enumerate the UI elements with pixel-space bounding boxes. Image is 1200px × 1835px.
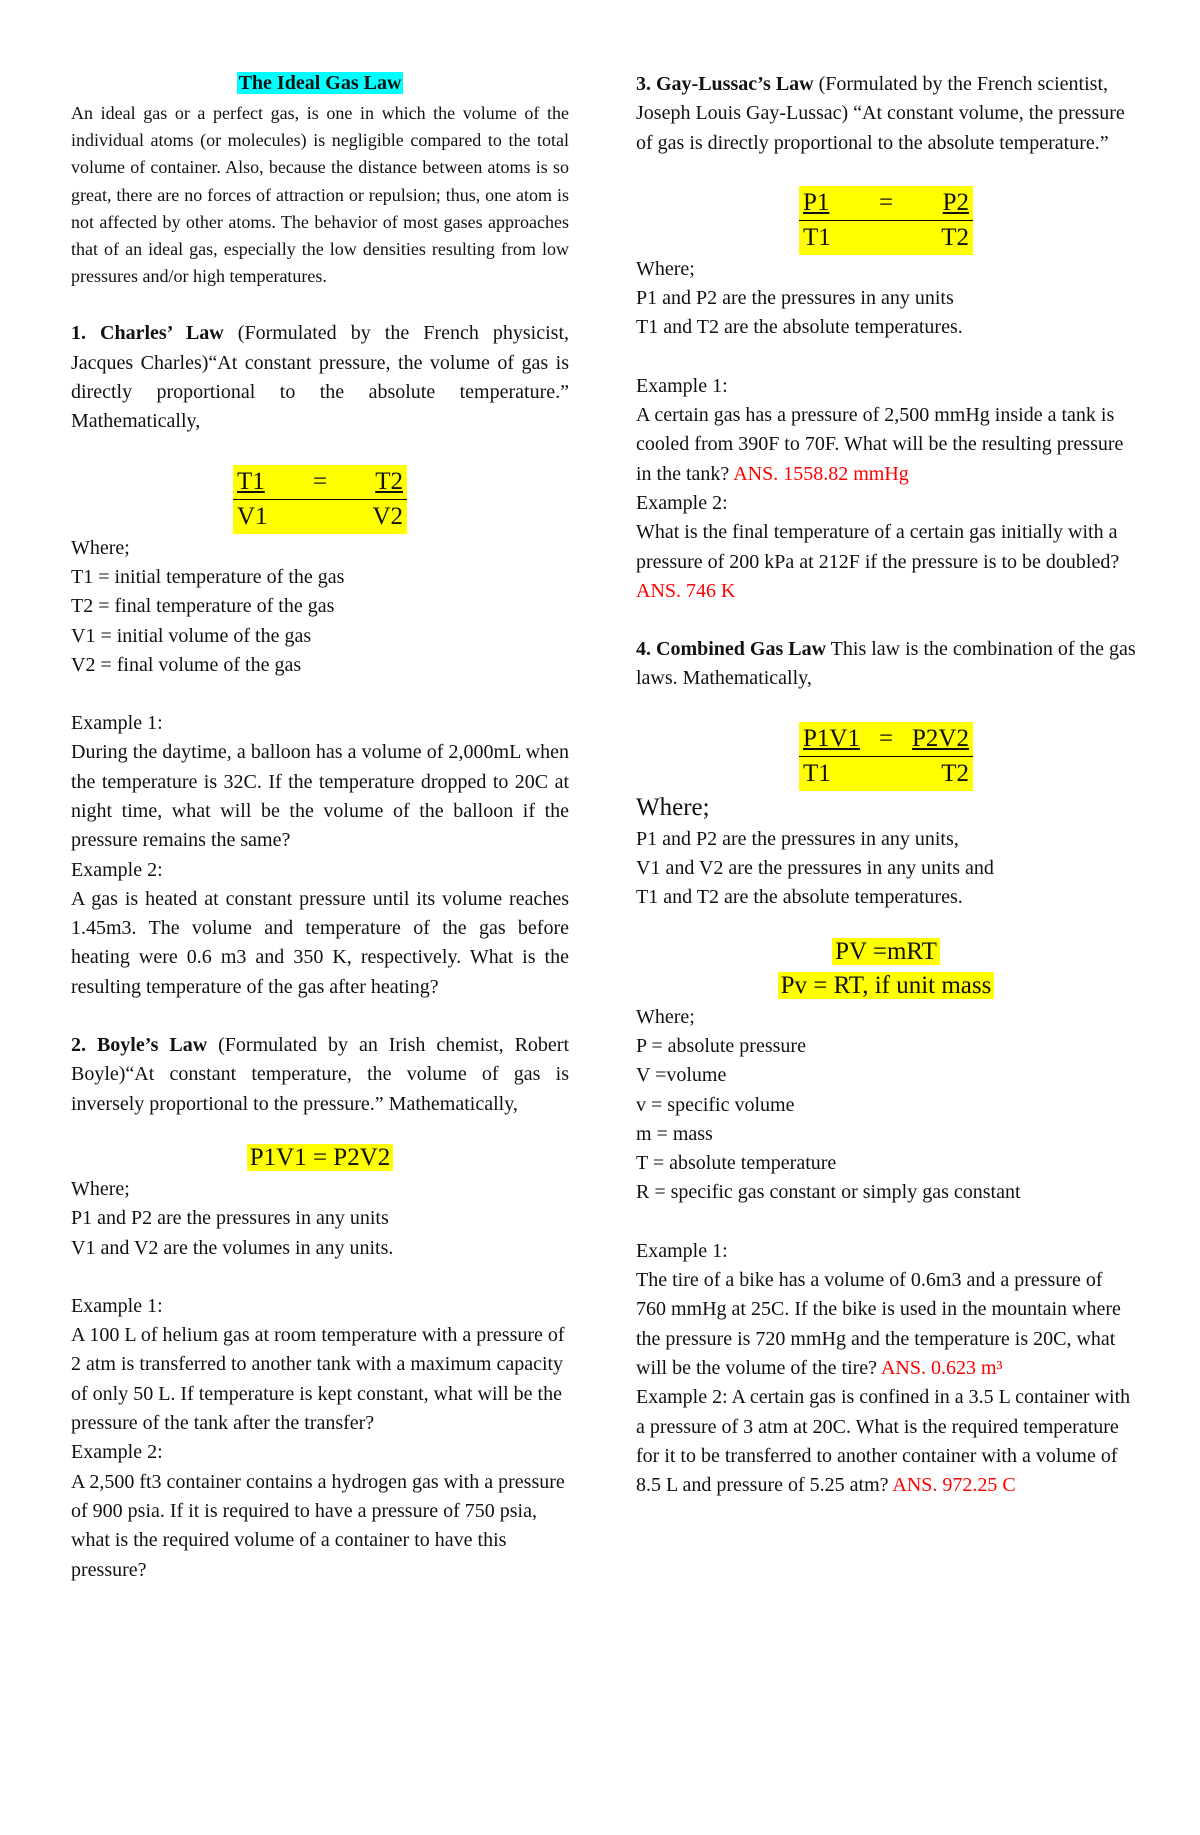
- boyle-def-volumes: V1 and V2 are the volumes in any units.: [71, 1236, 394, 1259]
- combined-formula: [799, 722, 973, 791]
- ideal-gas-where: Where;: [636, 1005, 695, 1028]
- gaylussac-example1-paragraph: [636, 401, 1136, 489]
- gaylussac-formula-t2: T2: [941, 223, 969, 251]
- combined-formula-p1v1: P1V1: [803, 724, 860, 752]
- charles-def-v1: V1 = initial volume of the gas: [71, 624, 312, 647]
- charles-formula-equals: =: [312, 467, 328, 495]
- boyle-formula: [71, 1141, 569, 1175]
- gaylussac-where: Where;: [636, 257, 695, 280]
- boyle-example1-text: A 100 L of helium gas at room temperature with a pressure of 2 atm is transferred to another tank with a maximum capacity of only 50 L. If temperature is kept constant, what will be the pressure of the tank after the transfer?: [71, 1324, 565, 1435]
- boyle-example2-label: Example 2:: [71, 1441, 163, 1464]
- gaylussac-example2-answer: ANS. 746 K: [636, 579, 736, 602]
- charles-law-description: (Formulated by the French physicist, Jacques Charles)“At constant pressure, the volume of gas is directly proportional to the absolute temperature.” Mathematically,: [71, 322, 570, 433]
- gaylussac-formula: [799, 186, 973, 255]
- ideal-gas-formula-text: PV =mRT: [832, 938, 940, 965]
- gaylussac-law-paragraph: [636, 70, 1136, 158]
- unit-mass-formula: [636, 969, 1136, 1003]
- intro-paragraph: An ideal gas or a perfect gas, is one in which the volume of the individual atoms (or molecules) is negligible compared to the total volume of container. Also, because the distance between atoms is so great, there are no forces of attraction or repulsion; thus, one atom is not affected by other atoms. The behavior of most gases approaches that of an ideal gas, especially the low densities resulting from low pressures and/or high temperatures.: [71, 103, 569, 287]
- boyle-law-description: (Formulated by an Irish chemist, Robert Boyle)“At constant temperature, the volume of gas is inversely proportional to the pressure.” Mathematically,: [71, 1034, 569, 1115]
- boyle-example2-text: A 2,500 ft3 container contains a hydrogen gas with a pressure of 900 psia. If it is required to have a pressure of 750 psia, what is the required volume of a container to have this pressure?: [71, 1470, 565, 1581]
- gaylussac-example1-label: Example 1:: [636, 374, 728, 397]
- right-column: [636, 70, 1136, 1500]
- gaylussac-example2-paragraph: [636, 518, 1136, 606]
- gaylussac-law-description: (Formulated by the French scientist, Joseph Louis Gay-Lussac) “At constant volume, the pressure of gas is directly proportional to the absolute temperature.”: [636, 73, 1125, 154]
- gaylussac-example1-text: A certain gas has a pressure of 2,500 mmHg inside a tank is cooled from 390F to 70F. What will be the resulting pressure in the tank?: [636, 404, 1124, 485]
- combined-example2-text: Example 2: A certain gas is confined in a 3.5 L container with a pressure of 3 atm at 20C. What is the required temperature for it to be transferred to another container with a volume of 8.5 L and pressure of 5.25 atm?: [636, 1386, 1131, 1497]
- combined-law-paragraph: [636, 635, 1136, 694]
- unit-mass-formula-text: Pv = RT, if unit mass: [778, 972, 995, 999]
- gaylussac-def-pressures: P1 and P2 are the pressures in any units: [636, 287, 954, 310]
- boyle-formula-text: P1V1 = P2V2: [247, 1144, 394, 1171]
- charles-example2-label: Example 2:: [71, 858, 163, 881]
- gaylussac-def-temperatures: T1 and T2 are the absolute temperatures.: [636, 316, 963, 339]
- combined-example2-paragraph: [636, 1383, 1136, 1500]
- ideal-gas-def-t: T = absolute temperature: [636, 1152, 837, 1175]
- combined-where: Where;: [636, 793, 710, 821]
- boyle-where: Where;: [71, 1177, 130, 1200]
- charles-def-t2: T2 = final temperature of the gas: [71, 595, 335, 618]
- document-title: The Ideal Gas Law: [238, 72, 402, 94]
- charles-example1-label: Example 1:: [71, 712, 163, 735]
- charles-law-paragraph: [71, 319, 569, 436]
- charles-formula-v1: V1: [237, 502, 268, 530]
- combined-formula-t2: T2: [941, 759, 969, 787]
- combined-law-description: This law is the combination of the gas laws. Mathematically,: [636, 638, 1136, 690]
- ideal-gas-def-m: m = mass: [636, 1122, 713, 1145]
- gaylussac-example2-label: Example 2:: [636, 491, 728, 514]
- left-column: [71, 70, 569, 1585]
- charles-law-heading: 1. Charles’ Law: [71, 322, 224, 345]
- combined-example1-paragraph: [636, 1266, 1136, 1383]
- ideal-gas-def-specific-v: v = specific volume: [636, 1093, 795, 1116]
- gaylussac-formula-p2: P2: [942, 188, 969, 216]
- title-wrap: [71, 70, 569, 100]
- gaylussac-formula-equals: =: [878, 188, 894, 216]
- charles-example2-text: A gas is heated at constant pressure until its volume reaches 1.45m3. The volume and temperature of the gas before heating were 0.6 m3 and 350 K, respectively. What is the resulting temperature of the gas after heating?: [71, 887, 569, 998]
- gaylussac-example1-answer: ANS. 1558.82 mmHg: [733, 462, 909, 485]
- charles-formula-t1: T1: [237, 467, 265, 495]
- combined-law-heading: 4. Combined Gas Law: [636, 638, 827, 661]
- charles-def-t1: T1 = initial temperature of the gas: [71, 565, 345, 588]
- combined-def-temperatures: T1 and T2 are the absolute temperatures.: [636, 886, 963, 909]
- gaylussac-example2-text: What is the final temperature of a certain gas initially with a pressure of 200 kPa at 212F if the pressure is to be doubled?: [636, 521, 1120, 573]
- ideal-gas-def-p: P = absolute pressure: [636, 1034, 806, 1057]
- ideal-gas-formula: [636, 935, 1136, 969]
- ideal-gas-def-r: R = specific gas constant or simply gas constant: [636, 1181, 1021, 1204]
- charles-where: Where;: [71, 536, 130, 559]
- gaylussac-formula-p1: P1: [803, 188, 830, 216]
- charles-formula-t2: T2: [375, 467, 403, 495]
- combined-formula-equals: =: [878, 724, 894, 752]
- boyle-example1-label: Example 1:: [71, 1294, 163, 1317]
- combined-formula-t1: T1: [803, 759, 831, 787]
- combined-formula-p2v2: P2V2: [912, 724, 969, 752]
- combined-example1-text: The tire of a bike has a volume of 0.6m3 and a pressure of 760 mmHg at 25C. If the bike is used in the mountain where the pressure is 720 mmHg and the temperature is 20C, what will be the volume of the tire?: [636, 1269, 1121, 1379]
- combined-def-volumes: V1 and V2 are the pressures in any units and: [636, 857, 994, 880]
- boyle-def-pressures: P1 and P2 are the pressures in any units: [71, 1207, 389, 1230]
- charles-def-v2: V2 = final volume of the gas: [71, 653, 302, 676]
- boyle-law-heading: 2. Boyle’s Law: [71, 1034, 208, 1057]
- combined-example1-answer: ANS. 0.623 m³: [880, 1356, 1003, 1379]
- combined-def-pressures: P1 and P2 are the pressures in any units,: [636, 827, 959, 850]
- charles-formula-v2: V2: [372, 502, 403, 530]
- charles-formula: [233, 465, 407, 534]
- gaylussac-formula-t1: T1: [803, 223, 831, 251]
- boyle-law-paragraph: [71, 1031, 569, 1119]
- gaylussac-law-heading: 3. Gay-Lussac’s Law: [636, 73, 814, 95]
- combined-example1-label: Example 1:: [636, 1239, 728, 1262]
- ideal-gas-def-v: V =volume: [636, 1064, 727, 1087]
- charles-example1-text: During the daytime, a balloon has a volume of 2,000mL when the temperature is 32C. If the temperature dropped to 20C at night time, what will be the volume of the balloon if the pressure remains the same?: [71, 741, 569, 852]
- combined-example2-answer: ANS. 972.25 C: [892, 1474, 1016, 1497]
